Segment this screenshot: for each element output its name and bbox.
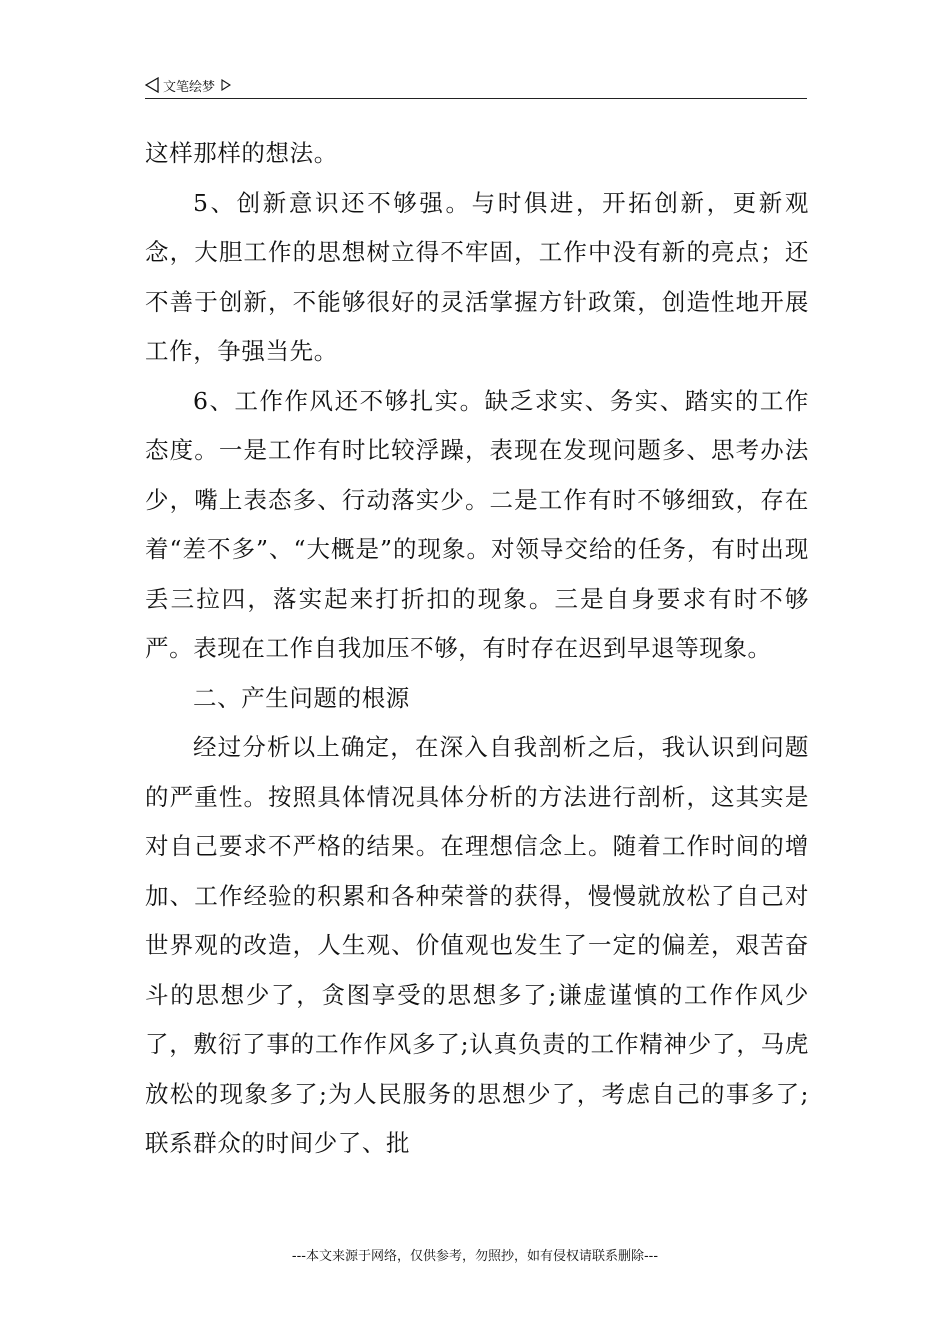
page-header: [145, 74, 807, 99]
triangle-right-outline-icon: [221, 79, 231, 91]
document-body: [145, 129, 809, 1169]
header-brand: [145, 74, 231, 96]
paragraph-innovation: 5、创新意识还不够强。与时俱进，开拓创新，更新观念，大胆工作的思想树立得不牢固，工作中没有新的亮点；还不善于创新，不能够很好的灵活掌握方针政策，创造性地开展工作，争强当先。: [145, 188, 809, 365]
header-title: 文笔绘梦: [163, 79, 216, 95]
triangle-left-outline-icon: [145, 77, 159, 93]
footer-disclaimer: ---本文来源于网络，仅供参考，勿照抄，如有侵权请联系删除---: [291, 1249, 659, 1264]
paragraph-work-style: 6、工作作风还不够扎实。缺乏求实、务实、踏实的工作态度。一是工作有时比较浮躁，表现在发现问题多、思考办法少，嘴上表态多、行动落实少。二是工作有时不够细致，存在着“差不多”、“大概是”的现象。对领导交给的任务，有时出现丢三拉四，落实起来打折扣的现象。三是自身要求有时不够严。表现在工作自我加压不够，有时存在迟到早退等现象。: [145, 386, 809, 662]
paragraph-analysis: 经过分析以上确定，在深入自我剖析之后，我认识到问题的严重性。按照具体情况具体分析的方法进行剖析，这其实是对自己要求不严格的结果。在理想信念上。随着工作时间的增加、工作经验的积累和各种荣誉的获得，慢慢就放松了自己对世界观的改造，人生观、价值观也发生了一定的偏差，艰苦奋斗的思想少了，贪图享受的思想多了;谦虚谨慎的工作作风少了，敷衍了事的工作作风多了;认真负责的工作精神少了，马虎放松的现象多了;为人民服务的思想少了，考虑自己的事多了;联系群众的时间少了、批: [145, 733, 809, 1157]
section-heading-root-causes: 二、产生问题的根源: [193, 683, 410, 712]
paragraph-continuation: 这样那样的想法。: [145, 139, 338, 167]
